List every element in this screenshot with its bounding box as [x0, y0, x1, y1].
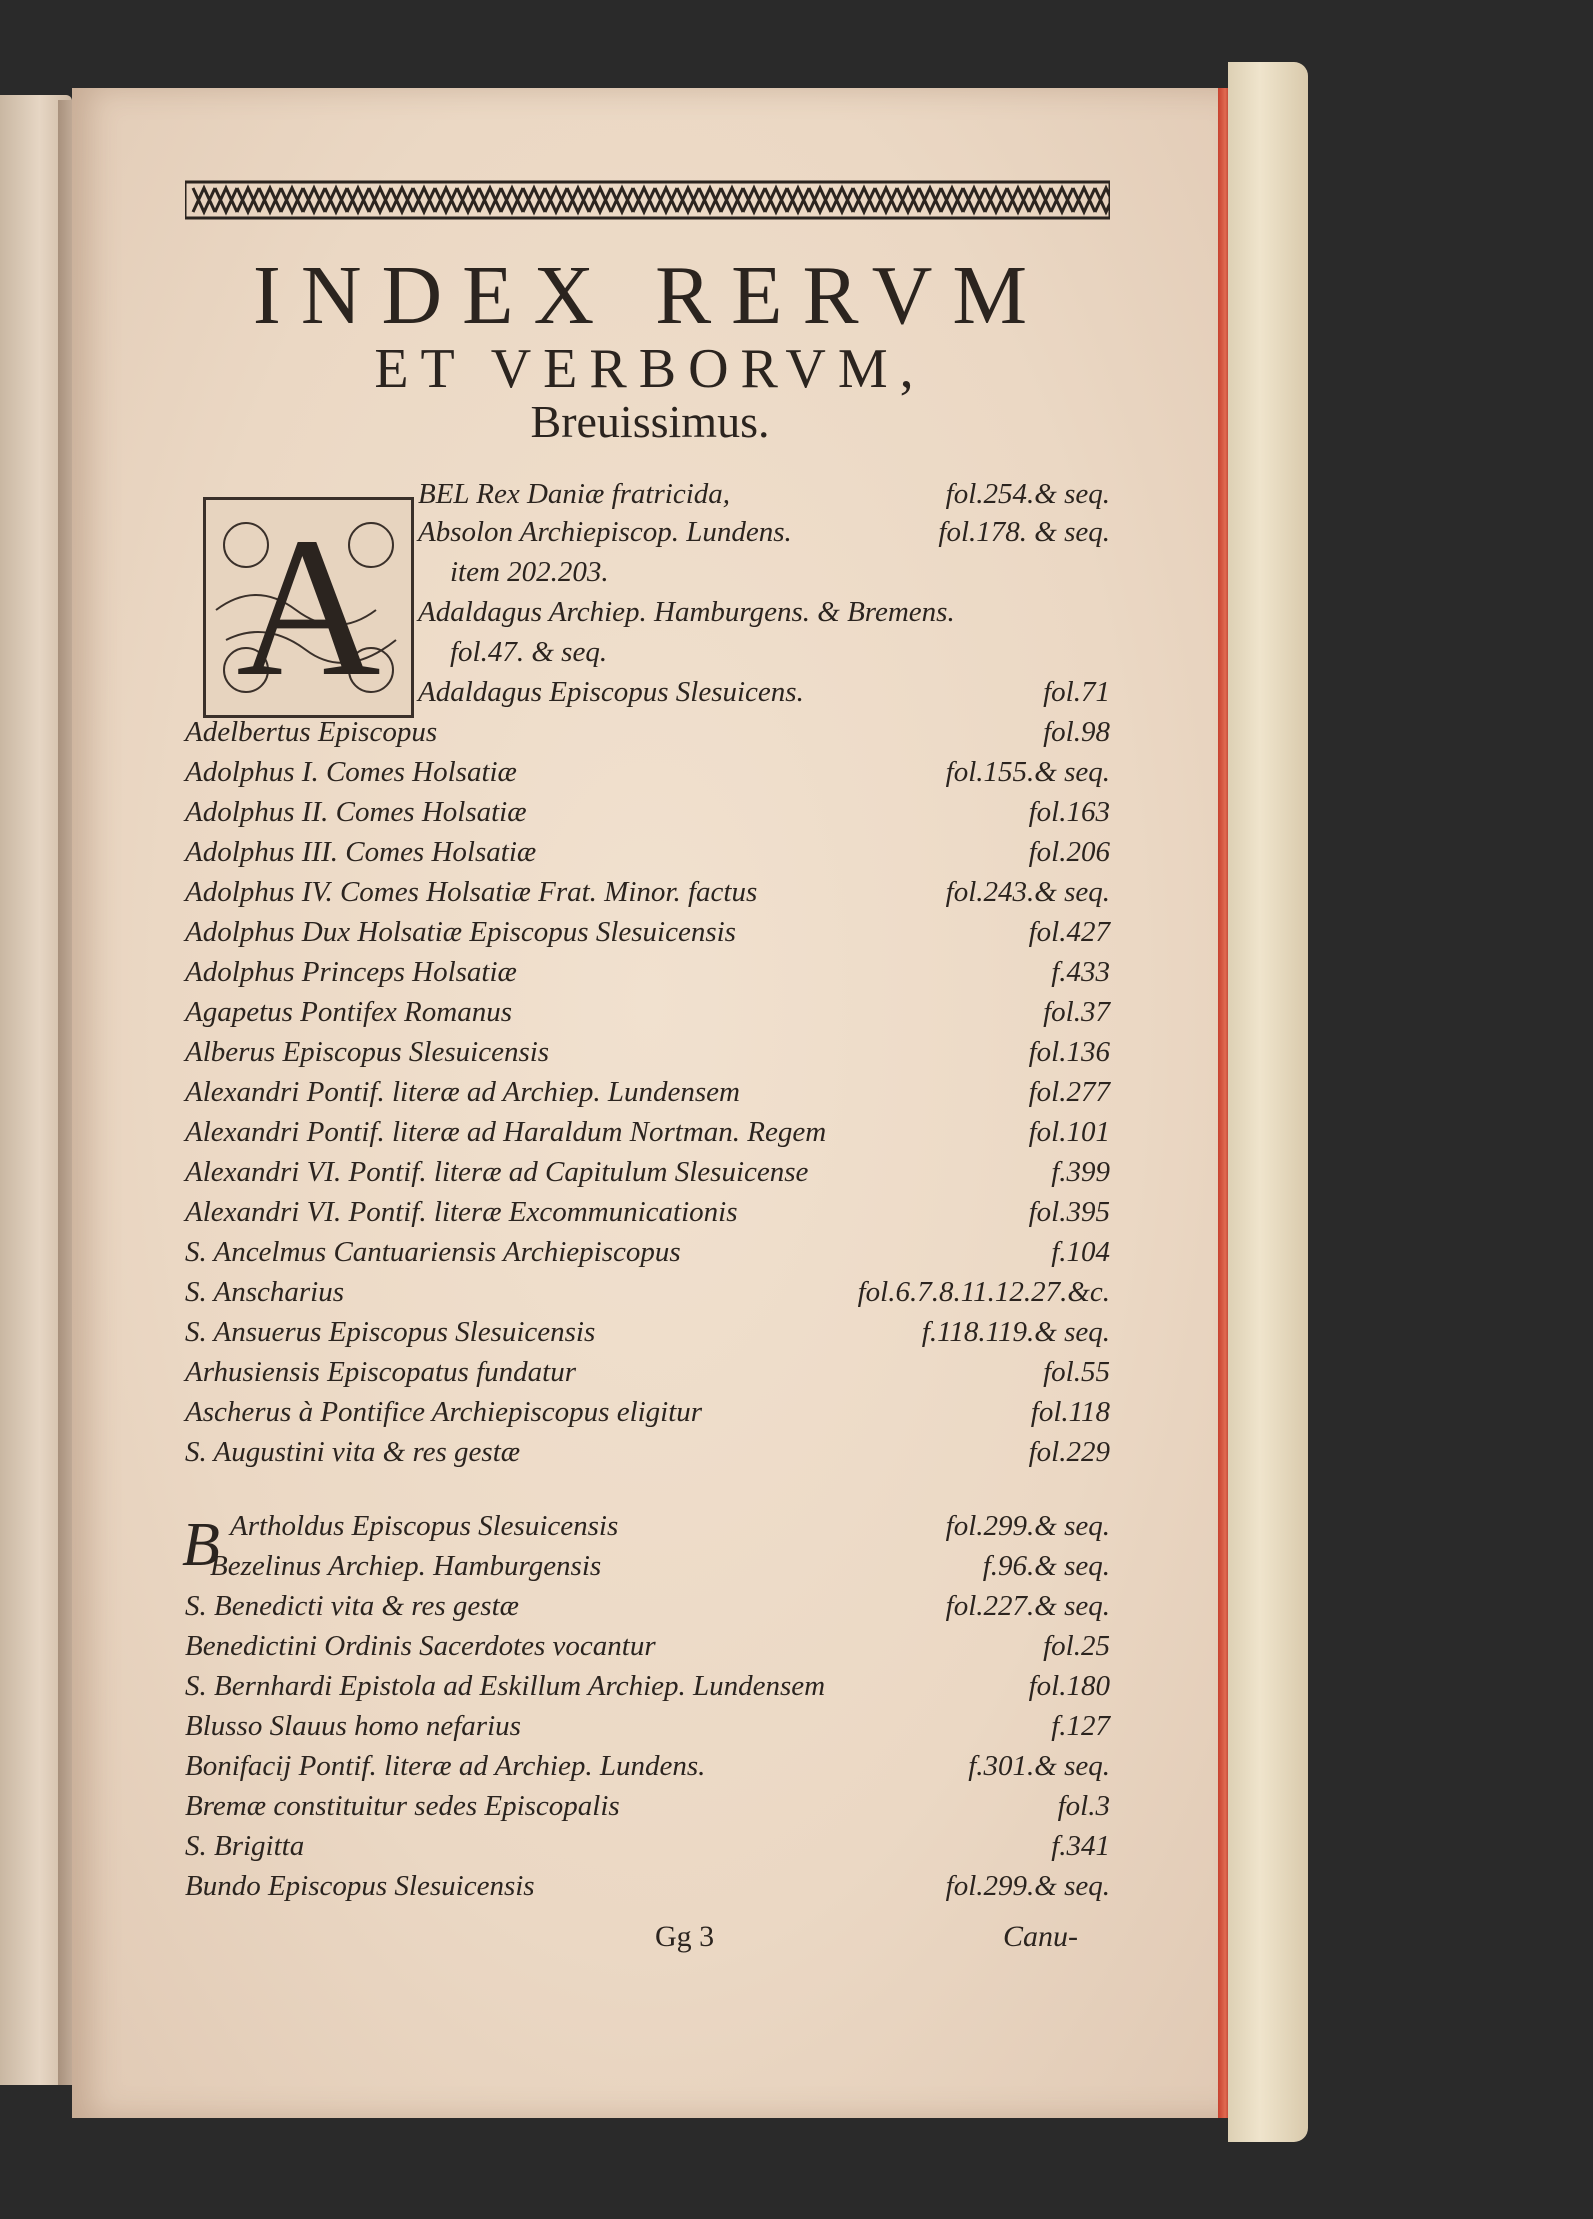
- entry-name: S. Benedicti vita & res gestæ: [185, 1590, 519, 1622]
- entry-folio: fol.118: [1030, 1396, 1110, 1428]
- entry-name: Bremæ constituitur sedes Episcopalis: [185, 1790, 620, 1822]
- entry-name: Alexandri Pontif. literæ ad Haraldum Nortman. Regem: [185, 1116, 827, 1148]
- index-entry: [185, 876, 1110, 914]
- entry-folio: fol.3: [1057, 1790, 1110, 1822]
- initial-b: B: [182, 1511, 220, 1579]
- index-entry: [418, 676, 1110, 714]
- entry-name: Adelbertus Episcopus: [185, 716, 438, 748]
- entry-name: Adolphus III. Comes Holsatiæ: [185, 836, 537, 868]
- entry-name: Artholdus Episcopus Slesuicensis: [230, 1510, 619, 1542]
- entry-name: Ascherus à Pontifice Archiepiscopus eligitur: [185, 1396, 703, 1428]
- entry-name: Arhusiensis Episcopatus fundatur: [185, 1356, 576, 1388]
- entry-folio: f.104: [1051, 1236, 1110, 1268]
- index-entry: [185, 1236, 1110, 1274]
- index-entry: [450, 636, 1110, 674]
- index-entry: [185, 1710, 1110, 1748]
- index-entry: [450, 556, 1110, 594]
- index-entry: [185, 716, 1110, 754]
- entry-name: Bundo Episcopus Slesuicensis: [185, 1870, 535, 1902]
- entry-name: S. Brigitta: [185, 1830, 305, 1862]
- entry-folio: fol.98: [1043, 716, 1110, 748]
- entry-folio: f.399: [1051, 1156, 1110, 1188]
- entry-folio: fol.55: [1043, 1356, 1110, 1388]
- entry-folio: fol.227.& seq.: [945, 1590, 1110, 1622]
- index-title: INDEX RERVM: [252, 249, 1048, 342]
- index-entry: [185, 1436, 1110, 1474]
- index-entry: [185, 836, 1110, 874]
- entry-folio: f.433: [1051, 956, 1110, 988]
- dropcap-letter: A: [236, 497, 381, 718]
- entry-name: fol.47. & seq.: [450, 636, 608, 668]
- entry-name: S. Ansuerus Episcopus Slesuicensis: [185, 1316, 596, 1348]
- index-entry: [185, 1670, 1110, 1708]
- index-subtitle-small: Breuissimus.: [530, 396, 770, 447]
- index-entry: [230, 1510, 1110, 1548]
- entry-name: S. Ancelmus Cantuariensis Archiepiscopus: [185, 1236, 681, 1268]
- catchword: Canu-: [1003, 1920, 1078, 1953]
- entry-name: Benedictini Ordinis Sacerdotes vocantur: [185, 1630, 656, 1662]
- entry-name: Agapetus Pontifex Romanus: [185, 996, 513, 1028]
- index-entry: [185, 916, 1110, 954]
- entry-name: item 202.203.: [450, 556, 609, 588]
- entry-folio: fol.155.& seq.: [945, 756, 1110, 788]
- dropcap-frame: [203, 497, 414, 718]
- entry-folio: f.127: [1051, 1710, 1110, 1742]
- entry-name: Alexandri VI. Pontif. literæ Excommunicationis: [185, 1196, 738, 1228]
- index-entry: [185, 956, 1110, 994]
- entry-name: Adaldagus Episcopus Slesuicens.: [418, 676, 804, 708]
- index-entry: [185, 1276, 1110, 1314]
- entry-folio: fol.254.& seq.: [945, 478, 1110, 510]
- entry-folio: fol.299.& seq.: [945, 1510, 1110, 1542]
- entry-name: Adolphus II. Comes Holsatiæ: [185, 796, 527, 828]
- entry-name: Blusso Slauus homo nefarius: [185, 1710, 521, 1742]
- index-entry: [185, 1750, 1110, 1788]
- entry-folio: fol.71: [1043, 676, 1110, 708]
- entry-name: Absolon Archiepiscop. Lundens.: [418, 516, 792, 548]
- decorative-header-ornament: [185, 178, 1110, 222]
- index-entry: [185, 1870, 1110, 1908]
- entry-name: Adolphus IV. Comes Holsatiæ Frat. Minor. factus: [185, 876, 758, 908]
- entry-folio: fol.163: [1028, 796, 1110, 828]
- entry-name: Adaldagus Archiep. Hamburgens. & Bremens.: [418, 596, 955, 628]
- index-subtitle: ET VERBORVM,: [374, 338, 926, 400]
- entry-folio: fol.206: [1028, 836, 1110, 868]
- entry-folio: fol.243.& seq.: [945, 876, 1110, 908]
- entry-folio: fol.6.7.8.11.12.27.&c.: [857, 1276, 1110, 1308]
- index-entry: [185, 1156, 1110, 1194]
- entry-name: Adolphus I. Comes Holsatiæ: [185, 756, 517, 788]
- index-entry: [185, 1590, 1110, 1628]
- entry-name: S. Bernhardi Epistola ad Eskillum Archiep. Lundensem: [185, 1670, 826, 1702]
- entry-name: Bonifacij Pontif. literæ ad Archiep. Lundens.: [185, 1750, 706, 1782]
- index-entry: [185, 1396, 1110, 1434]
- entry-folio: fol.178. & seq.: [938, 516, 1110, 548]
- index-entry: [185, 1036, 1110, 1074]
- index-entry: [185, 756, 1110, 794]
- entry-folio: f.341: [1051, 1830, 1110, 1862]
- entry-name: Bezelinus Archiep. Hamburgensis: [210, 1550, 602, 1582]
- entry-name: Alexandri Pontif. literæ ad Archiep. Lundensem: [185, 1076, 740, 1108]
- entry-name: BEL Rex Daniæ fratricida,: [418, 478, 731, 510]
- entry-folio: fol.101: [1028, 1116, 1110, 1148]
- index-entry: [185, 1116, 1110, 1154]
- index-entry: [185, 1076, 1110, 1114]
- entry-folio: f.96.& seq.: [982, 1550, 1110, 1582]
- entry-folio: fol.427: [1028, 916, 1110, 948]
- index-entry: [185, 996, 1110, 1034]
- entry-folio: fol.395: [1028, 1196, 1110, 1228]
- entry-name: S. Anscharius: [185, 1276, 344, 1308]
- index-entry: [210, 1550, 1110, 1588]
- entry-name: Alberus Episcopus Slesuicensis: [185, 1036, 550, 1068]
- index-entry: [185, 1196, 1110, 1234]
- index-entry: [185, 1356, 1110, 1394]
- entry-name: Adolphus Dux Holsatiæ Episcopus Slesuicensis: [185, 916, 736, 948]
- entry-folio: f.301.& seq.: [968, 1750, 1110, 1782]
- signature-mark: Gg 3: [655, 1920, 715, 1953]
- entry-folio: fol.180: [1028, 1670, 1110, 1702]
- index-entry: [418, 596, 1110, 634]
- index-entry: [418, 478, 1110, 516]
- entry-folio: fol.37: [1043, 996, 1110, 1028]
- index-entry: [185, 1316, 1110, 1354]
- entry-folio: f.118.119.& seq.: [921, 1316, 1110, 1348]
- index-entry: [185, 1830, 1110, 1868]
- entry-folio: fol.25: [1043, 1630, 1110, 1662]
- entry-name: Alexandri VI. Pontif. literæ ad Capitulum Slesuicense: [185, 1156, 809, 1188]
- entry-folio: fol.277: [1028, 1076, 1110, 1108]
- entry-folio: fol.136: [1028, 1036, 1110, 1068]
- entry-name: Adolphus Princeps Holsatiæ: [185, 956, 517, 988]
- index-entry: [185, 1790, 1110, 1828]
- entry-name: S. Augustini vita & res gestæ: [185, 1436, 521, 1468]
- vellum-cover: [1228, 62, 1308, 2142]
- entry-folio: fol.299.& seq.: [945, 1870, 1110, 1902]
- entry-folio: fol.229: [1028, 1436, 1110, 1468]
- index-entry: [185, 1630, 1110, 1668]
- index-entry: [418, 516, 1110, 554]
- index-entry: [185, 796, 1110, 834]
